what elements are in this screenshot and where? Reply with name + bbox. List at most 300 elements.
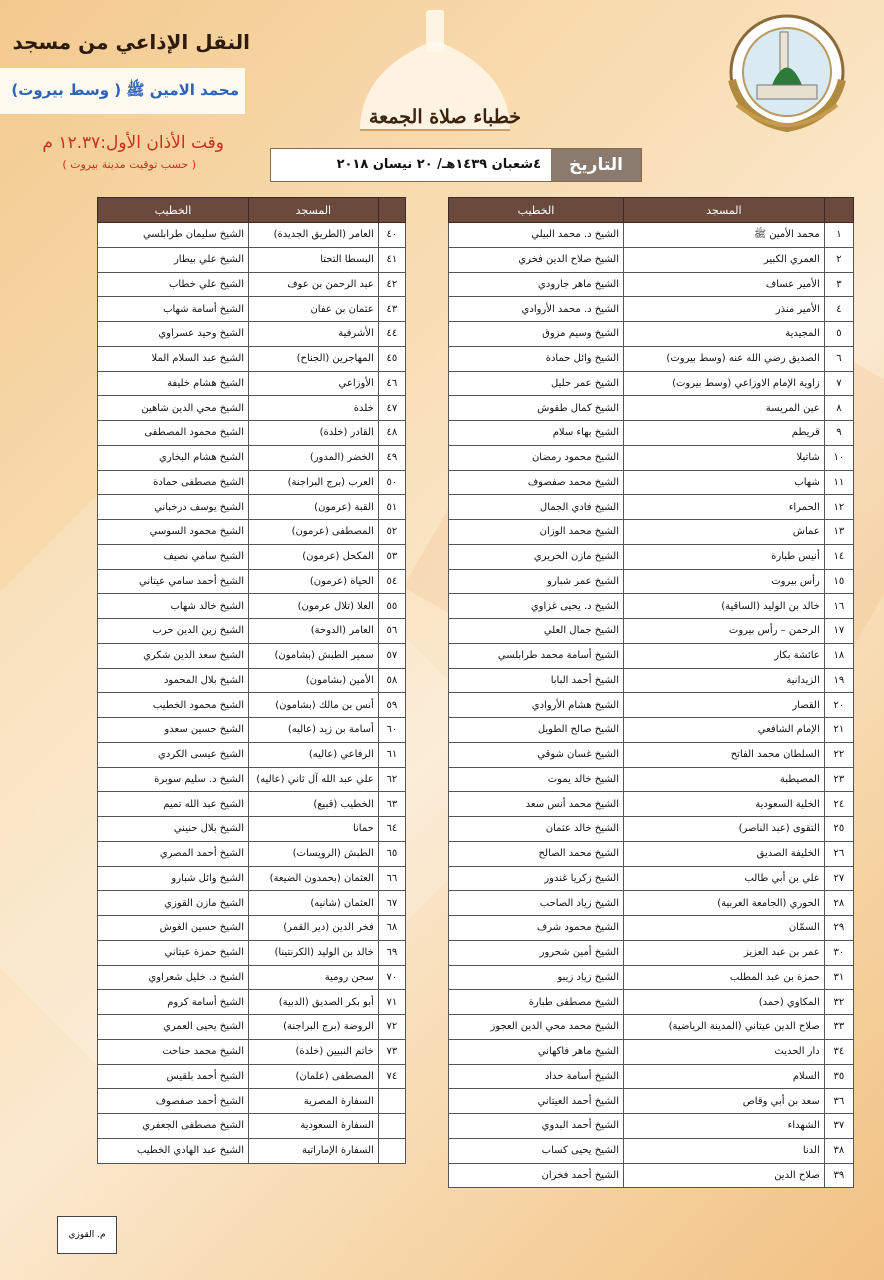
imam-name: الشيخ محمود السوسي [98, 520, 249, 545]
table-row [98, 544, 406, 569]
imam-name: الشيخ بهاء سلام [449, 421, 624, 446]
imam-name: الشيخ يحيى كساب [449, 1138, 624, 1163]
mosque-name: السفارة الإماراتية [249, 1138, 379, 1163]
table-row [98, 396, 406, 421]
table-row [98, 470, 406, 495]
imam-name: الشيخ د. يحيى غزاوي [449, 594, 624, 619]
mosque-name: الأمير عساف [623, 272, 824, 297]
row-number: ٨ [824, 396, 853, 421]
row-number: ٢٠ [824, 693, 853, 718]
imam-name: الشيخ أسامة محمد طرابلسي [449, 643, 624, 668]
imam-name: الشيخ أسامة شهاب [98, 297, 249, 322]
row-number: ٦٧ [378, 891, 405, 916]
imam-name: الشيخ بلال المحمود [98, 668, 249, 693]
mosque-name: العثمان (شانيه) [249, 891, 379, 916]
waqf-logo-icon [712, 10, 862, 140]
row-number: ٥٠ [378, 470, 405, 495]
mosque-name: أسامة بن زيد (عاليه) [249, 718, 379, 743]
mosque-name: القصار [623, 693, 824, 718]
column-header-imam: الخطيب [98, 198, 249, 223]
imam-name: الشيخ علي خطاب [98, 272, 249, 297]
row-number: ٢٤ [824, 792, 853, 817]
column-header-mosque: المسجد [249, 198, 379, 223]
imam-name: الشيخ أسامة كروم [98, 990, 249, 1015]
row-number: ٧٢ [378, 1015, 405, 1040]
table-row [449, 792, 854, 817]
table-row [449, 693, 854, 718]
mosque-name: المهاجرين (الجناح) [249, 346, 379, 371]
mosque-name: العامر (الدوحة) [249, 619, 379, 644]
mosque-name: عماش [623, 520, 824, 545]
table-row [449, 346, 854, 371]
imam-name: الشيخ عبد السلام الملا [98, 346, 249, 371]
mosque-name: القبة (عرمون) [249, 495, 379, 520]
table-row [98, 866, 406, 891]
imam-name: الشيخ محمود رمضان [449, 445, 624, 470]
table-row [98, 965, 406, 990]
mosque-name: الشهداء [623, 1114, 824, 1139]
mosque-table-right [97, 197, 406, 1164]
imam-name: الشيخ يوسف درخباني [98, 495, 249, 520]
table-row [449, 742, 854, 767]
mosque-name: السفارة السعودية [249, 1114, 379, 1139]
table-row [98, 520, 406, 545]
table-row [98, 990, 406, 1015]
table-row [449, 247, 854, 272]
row-number: ٦٨ [378, 916, 405, 941]
table-row [98, 668, 406, 693]
imam-name: الشيخ أحمد العيتاني [449, 1089, 624, 1114]
mosque-name: القادر (خلدة) [249, 421, 379, 446]
date-box [270, 148, 642, 182]
row-number: ٤ [824, 297, 853, 322]
mosque-name: الأمير منذر [623, 297, 824, 322]
row-number: ٣٨ [824, 1138, 853, 1163]
row-number: ٥٦ [378, 619, 405, 644]
row-number [378, 1138, 405, 1163]
imam-name: الشيخ محي الدين شاهين [98, 396, 249, 421]
row-number: ٦٦ [378, 866, 405, 891]
imam-name: الشيخ زياد الصاحب [449, 891, 624, 916]
row-number: ٦٢ [378, 767, 405, 792]
table-row [98, 421, 406, 446]
row-number: ٤٩ [378, 445, 405, 470]
table-row [98, 940, 406, 965]
mosque-name: خاتم النبيين (خلدة) [249, 1039, 379, 1064]
mosque-name: الرفاعي (عاليه) [249, 742, 379, 767]
imam-name: الشيخ د. خليل شعراوي [98, 965, 249, 990]
table-row [449, 841, 854, 866]
row-number: ٥٧ [378, 643, 405, 668]
table-row [98, 346, 406, 371]
table-row [449, 470, 854, 495]
table-row [98, 445, 406, 470]
imam-name: الشيخ مصطفى الجعفري [98, 1114, 249, 1139]
mosque-name: سجن رومية [249, 965, 379, 990]
table-row [449, 272, 854, 297]
row-number: ٧١ [378, 990, 405, 1015]
row-number: ٦٥ [378, 841, 405, 866]
mosque-name: صلاح الدين [623, 1163, 824, 1188]
mosque-name: الطبش (الرويسات) [249, 841, 379, 866]
row-number: ١٥ [824, 569, 853, 594]
row-number: ٦٤ [378, 817, 405, 842]
table-row [98, 1089, 406, 1114]
mosque-name: زاوية الإمام الاوزاعي (وسط بيروت) [623, 371, 824, 396]
row-number: ٤٦ [378, 371, 405, 396]
mosque-name: حمزة بن عبد المطلب [623, 965, 824, 990]
imam-name: الشيخ عمر حليل [449, 371, 624, 396]
table-row [98, 1064, 406, 1089]
mosque-name: العامر (الطريق الجديدة) [249, 223, 379, 248]
signature-box: م. القوزي [57, 1216, 117, 1254]
mosque-name: علي عبد الله آل ثاني (عاليه) [249, 767, 379, 792]
table-row [449, 1138, 854, 1163]
imam-name: الشيخ وائل شبارو [98, 866, 249, 891]
imam-name: الشيخ عيسى الكردي [98, 742, 249, 767]
row-number: ٥٢ [378, 520, 405, 545]
imam-name: الشيخ مازن الحريري [449, 544, 624, 569]
page-title: خطباء صلاة الجمعة [368, 106, 522, 128]
table-row [98, 817, 406, 842]
row-number: ٤٨ [378, 421, 405, 446]
imam-name: الشيخ كمال طقوش [449, 396, 624, 421]
row-number: ١٠ [824, 445, 853, 470]
mosque-name: التقوى (عبد الناصر) [623, 817, 824, 842]
row-number: ٥٥ [378, 594, 405, 619]
mosque-name: أبو بكر الصديق (الدبية) [249, 990, 379, 1015]
mosque-name: الروضة (برج البراجنة) [249, 1015, 379, 1040]
mosque-name: السمّان [623, 916, 824, 941]
row-number: ١ [824, 223, 853, 248]
row-number: ٣٤ [824, 1039, 853, 1064]
row-number: ٢٥ [824, 817, 853, 842]
table-row [449, 1089, 854, 1114]
table-row [449, 297, 854, 322]
row-number: ٢١ [824, 718, 853, 743]
mosque-name: المجيدية [623, 322, 824, 347]
imam-name: الشيخ محمد الوزان [449, 520, 624, 545]
row-number: ٤١ [378, 247, 405, 272]
imam-name: الشيخ جمال العلي [449, 619, 624, 644]
imam-name: الشيخ سليمان طرابلسي [98, 223, 249, 248]
imam-name: الشيخ وحيد عسراوي [98, 322, 249, 347]
table-row [449, 1163, 854, 1188]
mosque-name: صلاح الدين عيتاني (المدينة الرياضية) [623, 1015, 824, 1040]
row-number: ٢٣ [824, 767, 853, 792]
table-row [449, 817, 854, 842]
mosque-name: العثمان (بحمدون الضيعة) [249, 866, 379, 891]
mosque-name: الصديق رضي الله عنه (وسط بيروت) [623, 346, 824, 371]
table-row [449, 569, 854, 594]
table-row [98, 297, 406, 322]
row-number: ٣٧ [824, 1114, 853, 1139]
mosque-name: الخليفة الصديق [623, 841, 824, 866]
table-row [98, 223, 406, 248]
table-row [449, 371, 854, 396]
mosque-name: عمر بن عبد العزيز [623, 940, 824, 965]
imam-name: الشيخ حسين الغوش [98, 916, 249, 941]
mosque-name: رأس بيروت [623, 569, 824, 594]
row-number: ٣١ [824, 965, 853, 990]
row-number: ٢٧ [824, 866, 853, 891]
imam-name: الشيخ عمر شبارو [449, 569, 624, 594]
row-number: ٦١ [378, 742, 405, 767]
imam-name: الشيخ عبد الهادي الخطيب [98, 1138, 249, 1163]
imam-name: الشيخ محمود شرف [449, 916, 624, 941]
table-row [98, 742, 406, 767]
imam-name: الشيخ محمد الصالح [449, 841, 624, 866]
imam-name: الشيخ زياد زيبو [449, 965, 624, 990]
imam-name: الشيخ خالد يموت [449, 767, 624, 792]
mosque-name: الحمراء [623, 495, 824, 520]
table-row [449, 520, 854, 545]
mosque-name: أنس بن مالك (بشامون) [249, 693, 379, 718]
row-number: ٤٥ [378, 346, 405, 371]
row-number: ٤٧ [378, 396, 405, 421]
row-number: ١٩ [824, 668, 853, 693]
imam-name: الشيخ عبد الله تميم [98, 792, 249, 817]
imam-name: الشيخ سامي نصيف [98, 544, 249, 569]
broadcast-mosque: محمد الامين ﷺ ( وسط بيروت) [11, 81, 239, 99]
imam-name: الشيخ أحمد بلقيس [98, 1064, 249, 1089]
table-row [449, 1039, 854, 1064]
table-row [98, 322, 406, 347]
row-number: ٧ [824, 371, 853, 396]
imam-name: الشيخ أحمد صفصوف [98, 1089, 249, 1114]
row-number: ٥ [824, 322, 853, 347]
row-number: ١٨ [824, 643, 853, 668]
mosque-name: محمد الأمين ﷺ [623, 223, 824, 248]
mosque-name: السلام [623, 1064, 824, 1089]
table-row [449, 322, 854, 347]
imam-name: الشيخ مصطفى طبارة [449, 990, 624, 1015]
table-row [98, 792, 406, 817]
mosque-name: حمانا [249, 817, 379, 842]
mosque-name: الحوري (الجامعة العربية) [623, 891, 824, 916]
table-row [449, 990, 854, 1015]
row-number: ١٦ [824, 594, 853, 619]
mosque-name: فخر الدين (دير القمر) [249, 916, 379, 941]
table-row [98, 247, 406, 272]
table-row [98, 1015, 406, 1040]
mosque-name: العرب (برج البراجنة) [249, 470, 379, 495]
table-row [449, 1064, 854, 1089]
mosque-name: المكاوي (حمد) [623, 990, 824, 1015]
mosque-name: أنيس طبارة [623, 544, 824, 569]
table-row [98, 619, 406, 644]
imam-name: الشيخ مصطفى حمادة [98, 470, 249, 495]
imam-name: الشيخ وسيم مزوق [449, 322, 624, 347]
mosque-table-left [448, 197, 854, 1188]
mosque-name: السفارة المصرية [249, 1089, 379, 1114]
imam-name: الشيخ محمود الخطيب [98, 693, 249, 718]
row-number: ٥٣ [378, 544, 405, 569]
table-row [449, 445, 854, 470]
table-row [98, 767, 406, 792]
row-number: ٣٥ [824, 1064, 853, 1089]
row-number: ١٣ [824, 520, 853, 545]
mosque-name: عين المريسة [623, 396, 824, 421]
imam-name: الشيخ خالد شهاب [98, 594, 249, 619]
row-number [378, 1114, 405, 1139]
imam-name: الشيخ أحمد سامي عيتاني [98, 569, 249, 594]
imam-name: الشيخ أسامة حداد [449, 1064, 624, 1089]
broadcast-mosque-band [0, 68, 245, 114]
mosque-name: الأمين (بشامون) [249, 668, 379, 693]
table-row [98, 916, 406, 941]
mosque-name: دار الحديث [623, 1039, 824, 1064]
row-number: ١٤ [824, 544, 853, 569]
mosque-name: عائشة بكار [623, 643, 824, 668]
column-header-number [824, 198, 853, 223]
mosque-name: الأوزاعي [249, 371, 379, 396]
imam-name: الشيخ صالح الطويل [449, 718, 624, 743]
imam-name: الشيخ أمين شحرور [449, 940, 624, 965]
mosque-name: خلدة [249, 396, 379, 421]
mosque-name: الرحمن – رأس بيروت [623, 619, 824, 644]
imam-name: الشيخ يحيى العمري [98, 1015, 249, 1040]
imam-name: الشيخ هشام الأروادي [449, 693, 624, 718]
imam-name: الشيخ أحمد فخران [449, 1163, 624, 1188]
table-row [449, 223, 854, 248]
table-row [98, 495, 406, 520]
row-number: ٧٤ [378, 1064, 405, 1089]
column-header-number [378, 198, 405, 223]
broadcast-title: النقل الإذاعي من مسجد [12, 30, 250, 54]
row-number: ٥١ [378, 495, 405, 520]
imam-name: الشيخ زكريا غندور [449, 866, 624, 891]
mosque-name: عثمان بن عفان [249, 297, 379, 322]
mosque-name: العلا (تلال عرمون) [249, 594, 379, 619]
imam-name: الشيخ صلاح الدين فخري [449, 247, 624, 272]
imam-name: الشيخ هشام خليفة [98, 371, 249, 396]
mosque-name: علي بن أبي طالب [623, 866, 824, 891]
table-row [98, 569, 406, 594]
imam-name: الشيخ محمود المصطفى [98, 421, 249, 446]
mosque-name: الخلية السعودية [623, 792, 824, 817]
row-number: ٦٠ [378, 718, 405, 743]
mosque-name: العمري الكبير [623, 247, 824, 272]
row-number: ٥٤ [378, 569, 405, 594]
table-row [98, 1114, 406, 1139]
mosque-name: الدنا [623, 1138, 824, 1163]
imam-name: الشيخ محمد صفصوف [449, 470, 624, 495]
mosque-name: خالد بن الوليد (الساقية) [623, 594, 824, 619]
table-row [98, 841, 406, 866]
table-row [449, 594, 854, 619]
mosque-name: البسطا التحتا [249, 247, 379, 272]
row-number: ٤٢ [378, 272, 405, 297]
mosque-name: المصطفى (علمان) [249, 1064, 379, 1089]
date-value: ٤شعبان ١٤٣٩هـ/ ٢٠ نيسان ٢٠١٨ [336, 157, 541, 172]
table-row [98, 371, 406, 396]
imam-name: الشيخ وائل حمادة [449, 346, 624, 371]
table-row [449, 396, 854, 421]
adhan-note: ( حسب توقيت مدينة بيروت ) [62, 158, 196, 171]
row-number: ٣٢ [824, 990, 853, 1015]
table-row [449, 1114, 854, 1139]
row-number: ٤٣ [378, 297, 405, 322]
date-label: التاريخ [551, 149, 641, 181]
row-number: ٣٩ [824, 1163, 853, 1188]
mosque-name: السلطان محمد الفاتح [623, 742, 824, 767]
table-row [449, 866, 854, 891]
row-number: ٧٠ [378, 965, 405, 990]
row-number: ٣ [824, 272, 853, 297]
imam-name: الشيخ حسين سعدو [98, 718, 249, 743]
row-number: ٦٩ [378, 940, 405, 965]
table-row [98, 891, 406, 916]
imam-name: الشيخ سعد الدين شكري [98, 643, 249, 668]
row-number: ٢٢ [824, 742, 853, 767]
imam-name: الشيخ غسان شوقي [449, 742, 624, 767]
mosque-name: سعد بن أبي وقاص [623, 1089, 824, 1114]
table-row [98, 1039, 406, 1064]
table-row [449, 1015, 854, 1040]
imam-name: الشيخ ماهر فاكهاني [449, 1039, 624, 1064]
mosque-name: المكحل (عرمون) [249, 544, 379, 569]
imam-name: الشيخ د. محمد البيلي [449, 223, 624, 248]
table-row [449, 940, 854, 965]
table-row [449, 619, 854, 644]
row-number: ٥٩ [378, 693, 405, 718]
row-number: ١١ [824, 470, 853, 495]
row-number: ١٧ [824, 619, 853, 644]
table-row [449, 495, 854, 520]
imam-name: الشيخ د. سليم سوبرة [98, 767, 249, 792]
column-header-mosque: المسجد [623, 198, 824, 223]
imam-name: الشيخ أحمد البدوي [449, 1114, 624, 1139]
imam-name: الشيخ أحمد البابا [449, 668, 624, 693]
imam-name: الشيخ بلال حنيني [98, 817, 249, 842]
mosque-name: خالد بن الوليد (الكرنتينا) [249, 940, 379, 965]
table-row [98, 693, 406, 718]
table-row [98, 718, 406, 743]
table-row [449, 965, 854, 990]
mosque-name: الأشرفية [249, 322, 379, 347]
table-row [449, 643, 854, 668]
row-number: ٣٠ [824, 940, 853, 965]
table-row [449, 718, 854, 743]
row-number: ٦٣ [378, 792, 405, 817]
row-number: ٢٨ [824, 891, 853, 916]
mosque-name: المصطفى (عرمون) [249, 520, 379, 545]
mosque-name: الخطيب (قبيع) [249, 792, 379, 817]
row-number: ٩ [824, 421, 853, 446]
imam-name: الشيخ د. محمد الأروادي [449, 297, 624, 322]
row-number: ٢٩ [824, 916, 853, 941]
imam-name: الشيخ حمزة عيتاني [98, 940, 249, 965]
mosque-name: شهاب [623, 470, 824, 495]
table-row [449, 891, 854, 916]
mosque-name: شاتيلا [623, 445, 824, 470]
table-row [98, 272, 406, 297]
imam-name: الشيخ محمد محي الدين العجوز [449, 1015, 624, 1040]
row-number: ٦ [824, 346, 853, 371]
row-number: ٤٠ [378, 223, 405, 248]
row-number: ٥٨ [378, 668, 405, 693]
imam-name: الشيخ علي بيطار [98, 247, 249, 272]
imam-name: الشيخ زين الدين حرب [98, 619, 249, 644]
imam-name: الشيخ ماهر جارودي [449, 272, 624, 297]
table-row [449, 421, 854, 446]
mosque-name: الحياة (عرمون) [249, 569, 379, 594]
mosque-name: عبد الرحمن بن عوف [249, 272, 379, 297]
mosque-name: الإمام الشافعي [623, 718, 824, 743]
imam-name: الشيخ محمد حناحت [98, 1039, 249, 1064]
imam-name: الشيخ أحمد المصري [98, 841, 249, 866]
